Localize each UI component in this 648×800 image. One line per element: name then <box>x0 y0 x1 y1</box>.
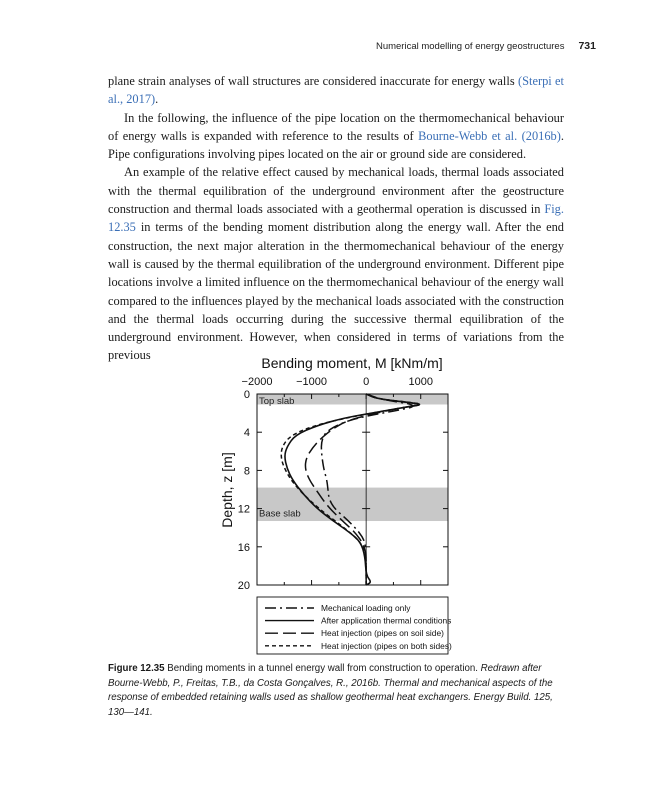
x-tick-label: −2000 <box>241 376 273 388</box>
y-tick-label: 12 <box>237 503 250 516</box>
citation-link-sterpi[interactable]: (Sterpi et al., 2017) <box>108 74 564 107</box>
paragraph-2-end: . Pipe configurations involving pipes located on the air or ground side are considered. <box>108 128 564 162</box>
x-tick-labels <box>242 376 433 388</box>
body-text <box>108 72 564 365</box>
caption-title: Bending moments in a tunnel energy wall from construction to operation. <box>167 663 478 674</box>
paragraph-1-end: . <box>155 92 159 107</box>
y-tick-label: 0 <box>243 389 250 401</box>
x-tick-label: 1000 <box>408 376 433 388</box>
paragraph-2 <box>108 109 564 164</box>
x-tick-label: −1000 <box>296 376 328 388</box>
y-tick-label: 8 <box>243 465 250 478</box>
citation-link-bourne-webb[interactable]: Bourne-Webb et al. (2016b) <box>418 128 561 143</box>
y-tick-labels <box>238 389 250 592</box>
caption-label: Figure 12.35 <box>108 663 165 674</box>
page-number: 731 <box>578 40 596 52</box>
paragraph-3-end: in terms of the bending moment distribution along the energy wall. After the end construction, the next major alteration in the thermomechanical behaviour of the energy wall is caused by the thermal equilibration of the underground environment. Different pipe locations involve a limited influence on the thermomechanical behaviour of the energy wall compared to the influences played by the mechanical loads associated with the construction and the thermal loads occurring during the successive thermal equilibration of the underground environment. However, when considered in terms of variations from the previous <box>108 220 564 363</box>
legend-label: Heat injection (pipes on soil side) <box>321 628 444 639</box>
y-tick-label: 20 <box>237 580 250 592</box>
paragraph-2-text: In the following, the influence of the pipe location on the thermomechanical behaviour of energy walls is expanded with reference to the results of <box>108 110 564 143</box>
running-head <box>376 40 596 52</box>
region-label-1: Base slab <box>259 508 301 520</box>
paragraph-3-text: An example of the relative effect caused by mechanical loads, thermal loads associated with the thermal equilibration of the underground environment after the geostructure construction and thermal loads associated with a geothermal operation is discussed in <box>108 165 564 217</box>
chart-title: Bending moment, M [kNm/m] <box>261 355 443 371</box>
paragraph-1 <box>108 72 564 109</box>
y-tick-label: 4 <box>243 427 250 440</box>
bending-moment-chart <box>0 350 648 660</box>
legend-label: After application thermal conditions <box>321 615 452 626</box>
region-label-0: Top slab <box>259 396 295 407</box>
legend <box>257 597 452 654</box>
x-tick-label: 0 <box>363 376 370 388</box>
caption-credit: Redrawn after Bourne-Webb, P., Freitas, T.B., da Costa Gonçalves, R., 2016b. Thermal and mechanical aspects of the response of embedded retaining walls used as shallow geothermal heat exchangers. Energy Build. 125, 130—141. <box>108 663 553 718</box>
paragraph-1-text: plane strain analyses of wall structures are considered inaccurate for energy walls <box>108 74 515 88</box>
y-tick-label: 16 <box>237 541 250 554</box>
figure-12-35 <box>0 350 648 660</box>
legend-label: Mechanical loading only <box>321 603 411 613</box>
figure-link[interactable]: Fig. 12.35 <box>108 202 564 235</box>
running-title: Numerical modelling of energy geostructures <box>375 41 565 52</box>
y-axis-label: Depth, z [m] <box>219 452 235 528</box>
paragraph-3 <box>108 163 564 364</box>
legend-label: Heat injection (pipes on both sides) <box>321 640 452 651</box>
figure-caption <box>108 662 566 720</box>
